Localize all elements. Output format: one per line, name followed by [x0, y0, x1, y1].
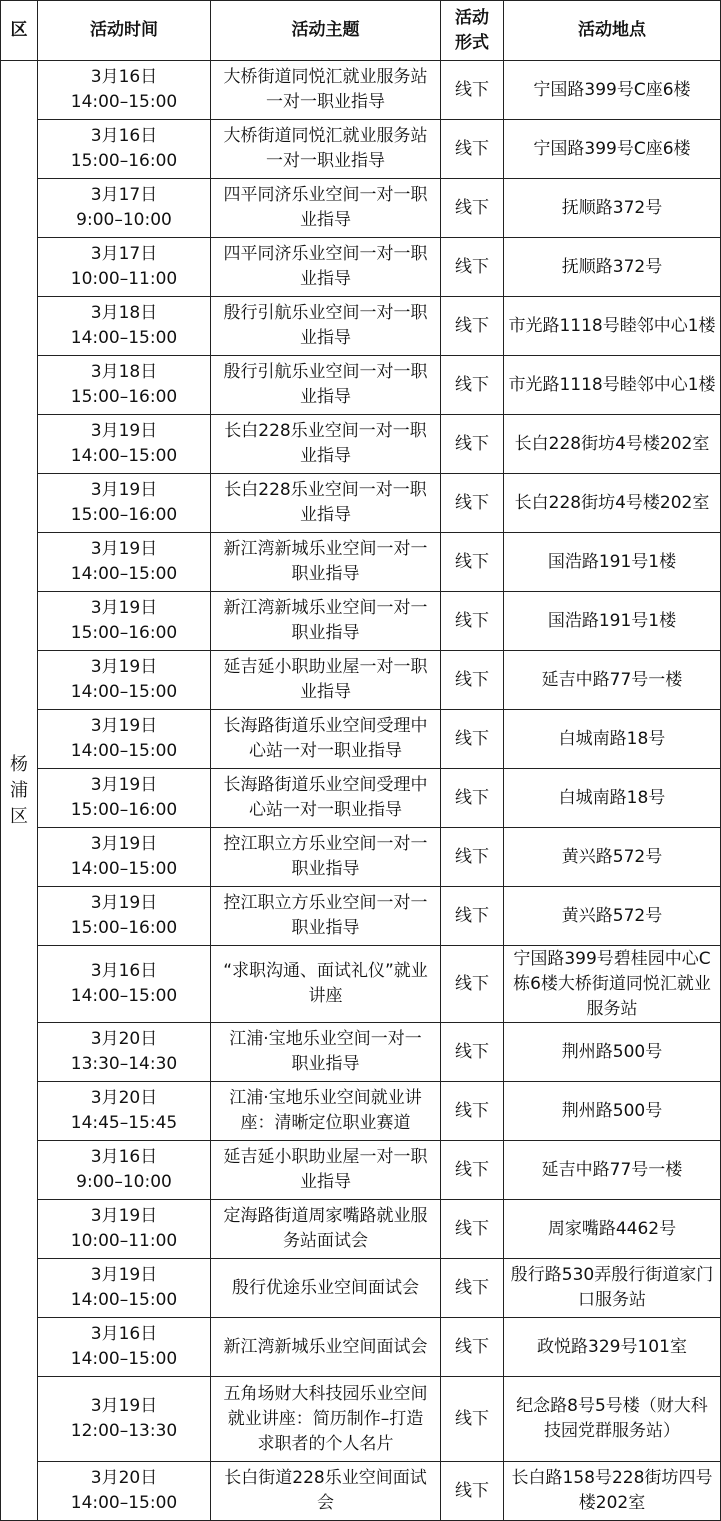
format-cell: 线下: [441, 1259, 504, 1318]
time-cell: [38, 887, 211, 946]
topic-cell: 长海路街道乐业空间受理中 心站一对一职业指导: [211, 710, 441, 769]
format-cell: 线下: [441, 179, 504, 238]
location-cell: 长白228街坊4号楼202室: [504, 415, 721, 474]
location-cell: 周家嘴路4462号: [504, 1200, 721, 1259]
table-row: [1, 533, 721, 592]
format-cell: 线下: [441, 120, 504, 179]
event-date: 3月19日: [90, 716, 158, 736]
topic-cell: 大桥街道同悦汇就业服务站 一对一职业指导: [211, 61, 441, 120]
header-location: 活动地点: [504, 1, 721, 61]
header-time: 活动时间: [38, 1, 211, 61]
event-date: 3月19日: [90, 657, 158, 677]
topic-cell: 四平同济乐业空间一对一职 业指导: [211, 238, 441, 297]
topic-cell: 江浦·宝地乐业空间就业讲 座：清晰定位职业赛道: [211, 1082, 441, 1141]
location-cell: 荆州路500号: [504, 1023, 721, 1082]
format-cell: 线下: [441, 651, 504, 710]
event-time: 14:00–15:00: [70, 564, 178, 584]
location-cell: 抚顺路372号: [504, 238, 721, 297]
topic-cell: 大桥街道同悦汇就业服务站 一对一职业指导: [211, 120, 441, 179]
topic-cell: 延吉延小职助业屋一对一职 业指导: [211, 1141, 441, 1200]
event-time: 14:00–15:00: [70, 1493, 178, 1513]
header-format: [441, 1, 504, 61]
event-date: 3月19日: [90, 834, 158, 854]
topic-cell: 延吉延小职助业屋一对一职 业指导: [211, 651, 441, 710]
event-date: 3月18日: [90, 362, 158, 382]
event-time: 15:00–16:00: [70, 623, 178, 643]
format-cell: 线下: [441, 1200, 504, 1259]
time-cell: [38, 533, 211, 592]
time-cell: [38, 1082, 211, 1141]
location-cell: 市光路1118号睦邻中心1楼: [504, 297, 721, 356]
event-date: 3月19日: [90, 1206, 158, 1226]
topic-cell: 新江湾新城乐业空间面试会: [211, 1318, 441, 1377]
time-cell: [38, 356, 211, 415]
table-row: [1, 297, 721, 356]
event-time: 9:00–10:00: [76, 210, 172, 230]
topic-cell: 长白228乐业空间一对一职 业指导: [211, 474, 441, 533]
format-cell: 线下: [441, 946, 504, 1023]
time-cell: [38, 1377, 211, 1462]
event-time: 14:00–15:00: [70, 859, 178, 879]
time-cell: [38, 710, 211, 769]
table-row: [1, 1082, 721, 1141]
time-cell: [38, 120, 211, 179]
topic-cell: 殷行引航乐业空间一对一职 业指导: [211, 356, 441, 415]
event-date: 3月16日: [90, 67, 158, 87]
table-body: [1, 61, 721, 1521]
format-cell: 线下: [441, 1462, 504, 1521]
time-cell: [38, 297, 211, 356]
format-cell: 线下: [441, 887, 504, 946]
location-cell: 国浩路191号1楼: [504, 592, 721, 651]
table-row: [1, 474, 721, 533]
district-char: 浦: [10, 779, 28, 801]
event-date: 3月20日: [90, 1029, 158, 1049]
topic-cell: 定海路街道周家嘴路就业服 务站面试会: [211, 1200, 441, 1259]
district-cell: [1, 61, 38, 1521]
format-cell: 线下: [441, 474, 504, 533]
location-cell: 政悦路329号101室: [504, 1318, 721, 1377]
event-time: 14:00–15:00: [70, 986, 178, 1006]
topic-cell: 长海路街道乐业空间受理中 心站一对一职业指导: [211, 769, 441, 828]
table-row: [1, 828, 721, 887]
table-row: [1, 1377, 721, 1462]
table-row: [1, 238, 721, 297]
topic-cell: 四平同济乐业空间一对一职 业指导: [211, 179, 441, 238]
location-cell: 黄兴路572号: [504, 887, 721, 946]
table-row: [1, 1259, 721, 1318]
time-cell: [38, 1318, 211, 1377]
event-time: 15:00–16:00: [70, 918, 178, 938]
location-cell: 国浩路191号1楼: [504, 533, 721, 592]
topic-cell: 长白228乐业空间一对一职 业指导: [211, 415, 441, 474]
topic-cell: “求职沟通、面试礼仪”就业 讲座: [211, 946, 441, 1023]
event-time: 13:30–14:30: [70, 1054, 178, 1074]
event-time: 14:00–15:00: [70, 741, 178, 761]
time-cell: [38, 1023, 211, 1082]
header-district: 区: [1, 1, 38, 61]
location-cell: 延吉中路77号一楼: [504, 1141, 721, 1200]
event-date: 3月19日: [90, 893, 158, 913]
location-cell: 荆州路500号: [504, 1082, 721, 1141]
table-row: [1, 651, 721, 710]
format-cell: 线下: [441, 61, 504, 120]
event-date: 3月16日: [90, 961, 158, 981]
topic-cell: 控江职立方乐业空间一对一 职业指导: [211, 828, 441, 887]
time-cell: [38, 828, 211, 887]
time-cell: [38, 1462, 211, 1521]
event-date: 3月16日: [90, 1147, 158, 1167]
event-time: 10:00–11:00: [70, 1231, 178, 1251]
event-date: 3月19日: [90, 1265, 158, 1285]
event-date: 3月20日: [90, 1088, 158, 1108]
time-cell: [38, 238, 211, 297]
district-char: 区: [10, 805, 28, 827]
location-cell: 宁国路399号C座6楼: [504, 61, 721, 120]
event-time: 14:00–15:00: [70, 682, 178, 702]
topic-cell: 长白街道228乐业空间面试 会: [211, 1462, 441, 1521]
format-cell: 线下: [441, 356, 504, 415]
event-date: 3月16日: [90, 1324, 158, 1344]
district-char: 杨: [10, 753, 28, 775]
event-date: 3月19日: [90, 539, 158, 559]
header-topic: 活动主题: [211, 1, 441, 61]
table-row: [1, 1200, 721, 1259]
header-format-line2: 形式: [455, 32, 489, 53]
format-cell: 线下: [441, 533, 504, 592]
table-row: [1, 1141, 721, 1200]
event-date: 3月19日: [90, 598, 158, 618]
location-cell: 白城南路18号: [504, 769, 721, 828]
table-row: [1, 887, 721, 946]
event-date: 3月17日: [90, 244, 158, 264]
table-row: [1, 356, 721, 415]
time-cell: [38, 1259, 211, 1318]
event-date: 3月19日: [90, 480, 158, 500]
event-date: 3月20日: [90, 1468, 158, 1488]
format-cell: 线下: [441, 297, 504, 356]
location-cell: 市光路1118号睦邻中心1楼: [504, 356, 721, 415]
time-cell: [38, 769, 211, 828]
topic-cell: 新江湾新城乐业空间一对一 职业指导: [211, 533, 441, 592]
time-cell: [38, 179, 211, 238]
time-cell: [38, 1141, 211, 1200]
event-time: 15:00–16:00: [70, 505, 178, 525]
format-cell: 线下: [441, 592, 504, 651]
table-row: [1, 61, 721, 120]
event-time: 15:00–16:00: [70, 151, 178, 171]
topic-cell: 新江湾新城乐业空间一对一 职业指导: [211, 592, 441, 651]
topic-cell: 殷行引航乐业空间一对一职 业指导: [211, 297, 441, 356]
table-row: [1, 415, 721, 474]
event-time: 15:00–16:00: [70, 387, 178, 407]
time-cell: [38, 415, 211, 474]
location-cell: 长白路158号228街坊四号 楼202室: [504, 1462, 721, 1521]
format-cell: 线下: [441, 1082, 504, 1141]
table-row: [1, 120, 721, 179]
table-row: [1, 1318, 721, 1377]
table-row: [1, 1462, 721, 1521]
event-time: 14:00–15:00: [70, 1349, 178, 1369]
event-time: 14:00–15:00: [70, 92, 178, 112]
location-cell: 宁国路399号C座6楼: [504, 120, 721, 179]
event-date: 3月18日: [90, 303, 158, 323]
location-cell: 殷行路530弄殷行街道家门 口服务站: [504, 1259, 721, 1318]
time-cell: [38, 946, 211, 1023]
location-cell: 延吉中路77号一楼: [504, 651, 721, 710]
format-cell: 线下: [441, 769, 504, 828]
event-date: 3月19日: [90, 421, 158, 441]
topic-cell: 五角场财大科技园乐业空间 就业讲座：简历制作–打造 求职者的个人名片: [211, 1377, 441, 1462]
event-date: 3月19日: [90, 1396, 158, 1416]
event-time: 14:00–15:00: [70, 446, 178, 466]
location-cell: 黄兴路572号: [504, 828, 721, 887]
event-date: 3月17日: [90, 185, 158, 205]
format-cell: 线下: [441, 1141, 504, 1200]
topic-cell: 江浦·宝地乐业空间一对一 职业指导: [211, 1023, 441, 1082]
event-time: 12:00–13:30: [70, 1421, 178, 1441]
location-cell: 纪念路8号5号楼（财大科 技园党群服务站）: [504, 1377, 721, 1462]
table-row: [1, 1023, 721, 1082]
table-row: [1, 179, 721, 238]
table-row: [1, 946, 721, 1023]
format-cell: 线下: [441, 1318, 504, 1377]
table-header-row: [1, 1, 721, 61]
event-time: 14:45–15:45: [70, 1113, 178, 1133]
location-cell: 抚顺路372号: [504, 179, 721, 238]
table-row: [1, 769, 721, 828]
header-format-line1: 活动: [455, 7, 489, 28]
format-cell: 线下: [441, 1377, 504, 1462]
format-cell: 线下: [441, 1023, 504, 1082]
event-date: 3月16日: [90, 126, 158, 146]
topic-cell: 控江职立方乐业空间一对一 职业指导: [211, 887, 441, 946]
table-row: [1, 592, 721, 651]
event-time: 9:00–10:00: [76, 1172, 172, 1192]
time-cell: [38, 61, 211, 120]
time-cell: [38, 651, 211, 710]
format-cell: 线下: [441, 710, 504, 769]
format-cell: 线下: [441, 828, 504, 887]
event-time: 15:00–16:00: [70, 800, 178, 820]
event-time: 10:00–11:00: [70, 269, 178, 289]
location-cell: 白城南路18号: [504, 710, 721, 769]
table-row: [1, 710, 721, 769]
format-cell: 线下: [441, 415, 504, 474]
location-cell: 宁国路399号碧桂园中心C 栋6楼大桥街道同悦汇就业 服务站: [504, 946, 721, 1023]
topic-cell: 殷行优途乐业空间面试会: [211, 1259, 441, 1318]
time-cell: [38, 1200, 211, 1259]
event-time: 14:00–15:00: [70, 328, 178, 348]
event-date: 3月19日: [90, 775, 158, 795]
event-time: 14:00–15:00: [70, 1290, 178, 1310]
location-cell: 长白228街坊4号楼202室: [504, 474, 721, 533]
time-cell: [38, 474, 211, 533]
time-cell: [38, 592, 211, 651]
format-cell: 线下: [441, 238, 504, 297]
